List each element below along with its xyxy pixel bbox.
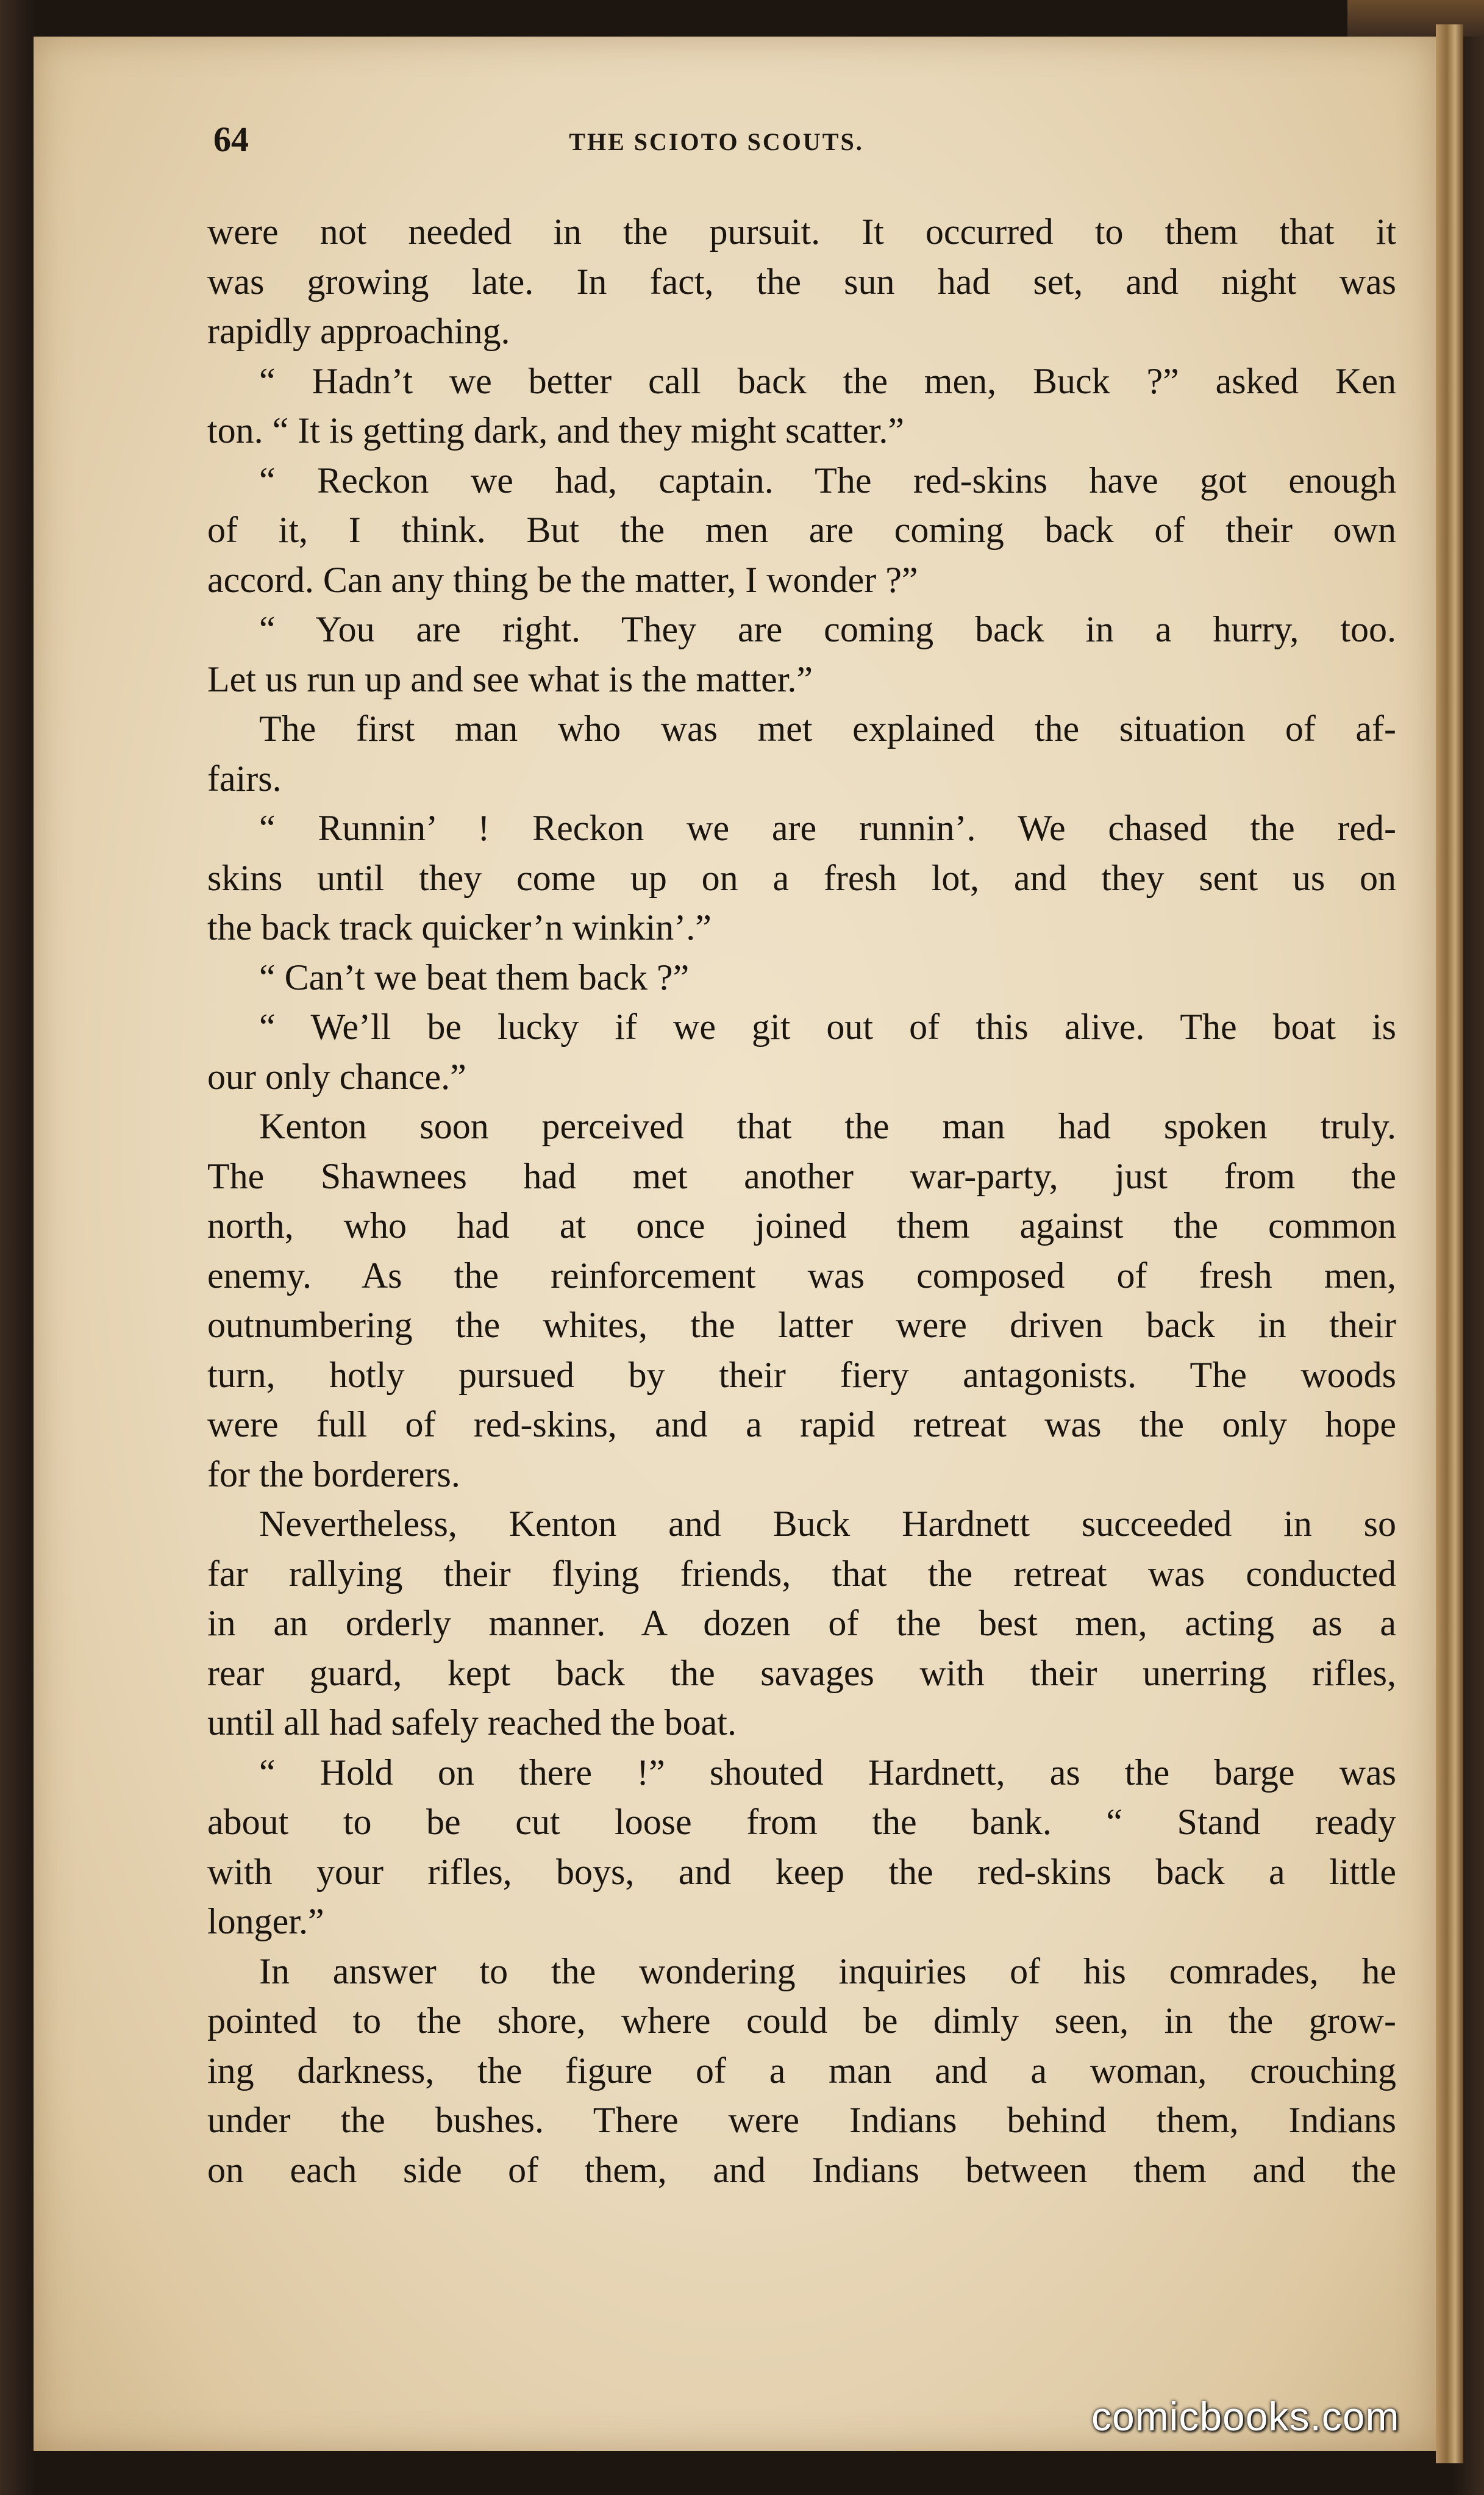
text-line: Let us run up and see what is the matter.”: [207, 659, 813, 699]
text-line: In answer to the wondering inquiries of his comrades, he: [259, 1951, 1396, 1991]
text-line: until all had safely reached the boat.: [207, 1702, 737, 1743]
text-line: the back track quicker’n winkin’.”: [207, 907, 712, 948]
text-line: “ Hold on there !” shouted Hardnett, as the barge was: [259, 1752, 1396, 1793]
text-line: were full of red-skins, and a rapid retreat was the only hope: [207, 1404, 1396, 1444]
text-line: in an orderly manner. A dozen of the best men, acting as a: [207, 1603, 1396, 1643]
text-line: “ We’ll be lucky if we git out of this alive. The boat is: [259, 1007, 1396, 1047]
book-spine-edge: [1436, 24, 1463, 2463]
text-line: north, who had at once joined them against the common: [207, 1205, 1396, 1246]
text-line: turn, hotly pursued by their fiery antagonists. The woods: [207, 1354, 1396, 1395]
page-header: [183, 119, 1250, 168]
text-line: longer.”: [207, 1901, 324, 1941]
text-line: “ Reckon we had, captain. The red-skins have got enough: [259, 460, 1396, 501]
text-line: ton. “ It is getting dark, and they might scatter.”: [207, 410, 905, 451]
text-line: “ Hadn’t we better call back the men, Buck ?” asked Ken: [259, 360, 1396, 401]
text-line: The Shawnees had met another war-party, just from the: [207, 1155, 1396, 1196]
text-line: skins until they come up on a fresh lot, and they sent us on: [207, 857, 1396, 898]
text-line: of it, I think. But the men are coming back of their own: [207, 510, 1396, 550]
text-line: on each side of them, and Indians between them and the: [207, 2149, 1396, 2190]
text-line: were not needed in the pursuit. It occurred to them that it: [207, 212, 1396, 252]
text-line: our only chance.”: [207, 1056, 466, 1097]
text-line: under the bushes. There were Indians behind them, Indians: [207, 2100, 1396, 2140]
text-line: outnumbering the whites, the latter were driven back in their: [207, 1305, 1396, 1345]
book-edge-top: [1347, 0, 1484, 37]
body-text: [207, 207, 1396, 2195]
text-line: Kenton soon perceived that the man had spoken truly.: [259, 1106, 1396, 1146]
text-line: with your rifles, boys, and keep the red-skins back a little: [207, 1851, 1396, 1892]
text-line: was growing late. In fact, the sun had set, and night was: [207, 261, 1396, 302]
page-number: 64: [213, 120, 249, 159]
text-line: fairs.: [207, 758, 282, 799]
text-line: rapidly approaching.: [207, 311, 510, 351]
text-line: rear guard, kept back the savages with their unerring rifles,: [207, 1652, 1396, 1693]
text-line: accord. Can any thing be the matter, I wonder ?”: [207, 559, 918, 600]
text-line: ing darkness, the figure of a man and a woman, crouching: [207, 2050, 1396, 2091]
text-line: Nevertheless, Kenton and Buck Hardnett succeeded in so: [259, 1504, 1396, 1544]
text-line: The first man who was met explained the situation of af-: [259, 709, 1396, 749]
text-line: about to be cut loose from the bank. “ Stand ready: [207, 1802, 1396, 1842]
text-line: enemy. As the reinforcement was composed of fresh men,: [207, 1255, 1396, 1296]
text-line: “ Runnin’ ! Reckon we are runnin’. We chased the red-: [259, 808, 1396, 848]
text-line: for the borderers.: [207, 1454, 460, 1494]
text-line: far rallying their flying friends, that the retreat was conducted: [207, 1553, 1396, 1594]
text-line: “ You are right. They are coming back in a hurry, too.: [259, 609, 1396, 649]
watermark: comicbooks.com: [1091, 2394, 1400, 2439]
running-title: THE SCIOTO SCOUTS.: [569, 128, 864, 155]
text-line: pointed to the shore, where could be dimly seen, in the grow-: [207, 2001, 1396, 2041]
text-line: “ Can’t we beat them back ?”: [259, 957, 690, 998]
